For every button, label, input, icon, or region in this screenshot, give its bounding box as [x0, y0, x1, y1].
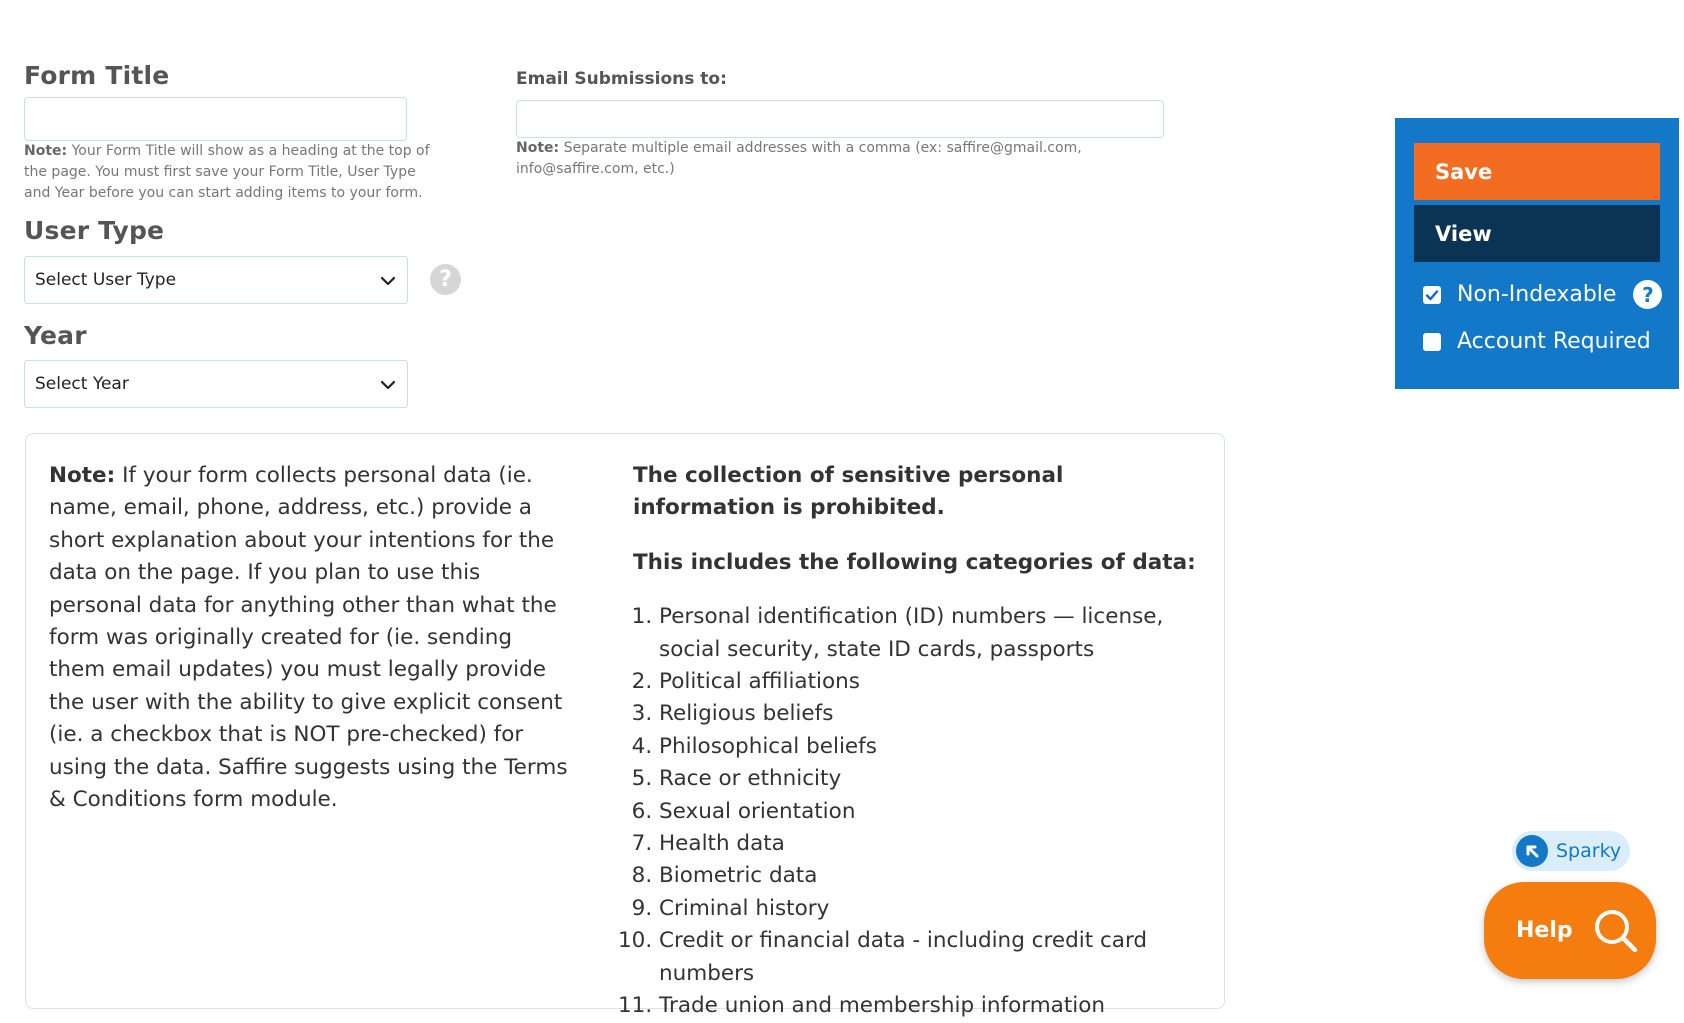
help-label: Help	[1516, 918, 1573, 943]
email-note-text: Separate multiple email addresses with a comma (ex: saffire@gmail.com, info@saffire.com, etc.)	[516, 140, 1082, 177]
list-item: 10. Credit or financial data - including credit card numbers	[659, 925, 1208, 990]
email-submissions-label: Email Submissions to:	[516, 69, 727, 89]
search-icon	[1591, 906, 1641, 956]
user-type-help-icon[interactable]: ?	[430, 264, 461, 295]
email-note-prefix: Note:	[516, 140, 560, 156]
sparky-button[interactable]	[1512, 831, 1630, 871]
year-select[interactable]	[24, 360, 408, 408]
notice-right-heading: The collection of sensitive personal information is prohibited.	[633, 463, 1064, 521]
user-type-label: User Type	[24, 216, 165, 245]
list-item: 6. Sexual orientation	[659, 796, 1208, 828]
chevron-down-icon	[379, 272, 397, 290]
non-indexable-row	[1423, 280, 1662, 309]
list-item: 1. Personal identification (ID) numbers — license, social security, state ID cards, passports	[659, 601, 1208, 666]
save-button[interactable]: Save	[1414, 143, 1660, 200]
non-indexable-checkbox[interactable]	[1423, 286, 1441, 304]
form-title-input[interactable]	[24, 97, 407, 141]
form-title-note	[24, 141, 444, 204]
form-actions-panel	[1395, 118, 1679, 389]
list-item: 11. Trade union and membership information	[659, 990, 1208, 1022]
user-type-selected-value: Select User Type	[35, 270, 177, 290]
list-item: 5. Race or ethnicity	[659, 763, 1208, 795]
account-required-label: Account Required	[1457, 329, 1651, 354]
checkmark-icon	[1424, 287, 1440, 303]
form-title-note-text: Your Form Title will show as a heading at the top of the page. You must first save your Form Title, User Type and Year before you can start adding items to your form.	[24, 143, 430, 201]
notice-left-body: If your form collects personal data (ie. name, email, phone, address, etc.) provide a short explanation about your intentions for the data on the page. If you plan to use this personal data for anything other than what the form was originally created for (ie. sending them email updates) you must legally provide the user with the ability to give explicit consent (ie. a checkbox that is NOT pre-checked) for using the data. Saffire suggests using the Terms & Conditions form module.	[49, 463, 568, 813]
non-indexable-label: Non-Indexable	[1457, 282, 1617, 307]
help-button[interactable]	[1484, 882, 1656, 979]
notice-left-prefix: Note:	[49, 463, 116, 488]
notice-right-subheading: This includes the following categories of data:	[633, 549, 1196, 575]
view-button[interactable]: View	[1414, 205, 1660, 262]
list-item: 7. Health data	[659, 828, 1208, 860]
list-item: 3. Religious beliefs	[659, 698, 1208, 730]
year-label: Year	[24, 321, 87, 350]
arrow-up-left-icon	[1516, 835, 1548, 867]
list-item: 4. Philosophical beliefs	[659, 731, 1208, 763]
user-type-select[interactable]	[24, 256, 408, 304]
form-title-label: Form Title	[24, 61, 170, 90]
notice-left-text	[49, 460, 569, 816]
list-item: 8. Biometric data	[659, 860, 1208, 892]
sparky-label: Sparky	[1556, 840, 1622, 862]
list-item: 9. Criminal history	[659, 893, 1208, 925]
non-indexable-help-icon[interactable]: ?	[1633, 280, 1662, 309]
personal-data-notice	[25, 433, 1225, 1019]
form-title-note-prefix: Note:	[24, 143, 68, 159]
email-submissions-input[interactable]	[516, 100, 1164, 138]
prohibited-data-list	[633, 601, 1208, 1022]
account-required-checkbox[interactable]	[1423, 333, 1441, 351]
notice-right-column	[633, 460, 1208, 1023]
account-required-row	[1423, 329, 1651, 354]
chevron-down-icon	[379, 376, 397, 394]
list-item: 2. Political affiliations	[659, 666, 1208, 698]
email-submissions-note	[516, 138, 1116, 180]
year-selected-value: Select Year	[35, 374, 129, 394]
